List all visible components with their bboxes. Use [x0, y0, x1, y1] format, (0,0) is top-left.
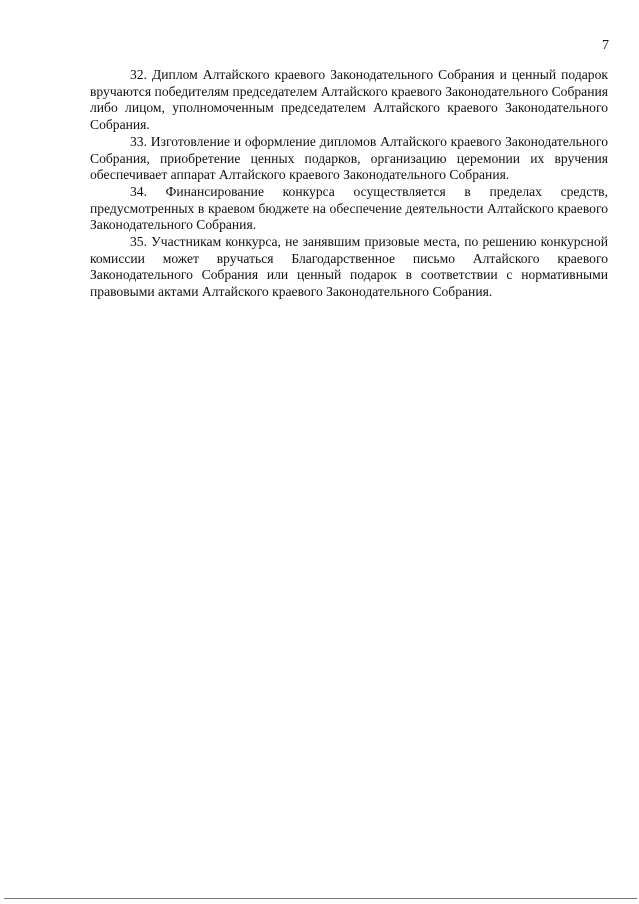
- paragraph-32: 32. Диплом Алтайского краевого Законодательного Собрания и ценный подарок вручаются победителям председателем Алтайского краевого Законодательного Собрания либо лицом, уполномоченным председателем Алтайского краевого Законодательного Собрания.: [90, 67, 608, 133]
- document-body: [90, 67, 608, 301]
- page-bottom-edge: [4, 898, 637, 899]
- paragraph-35: 35. Участникам конкурса, не занявшим призовые места, по решению конкурсной комиссии может вручаться Благодарственное письмо Алтайского краевого Законодательного Собрания или ценный подарок в соответствии с нормативными правовыми актами Алтайского краевого Законодательного Собрания.: [90, 234, 608, 300]
- paragraph-34: 34. Финансирование конкурса осуществляется в пределах средств, предусмотренных в краевом бюджете на обеспечение деятельности Алтайского краевого Законодательного Собрания.: [90, 183, 608, 233]
- page-number: 7: [602, 38, 609, 53]
- paragraph-33: 33. Изготовление и оформление дипломов Алтайского краевого Законодательного Собрания, приобретение ценных подарков, организацию церемонии их вручения обеспечивает аппарат Алтайского краевого Законодательного Собрания.: [90, 133, 608, 183]
